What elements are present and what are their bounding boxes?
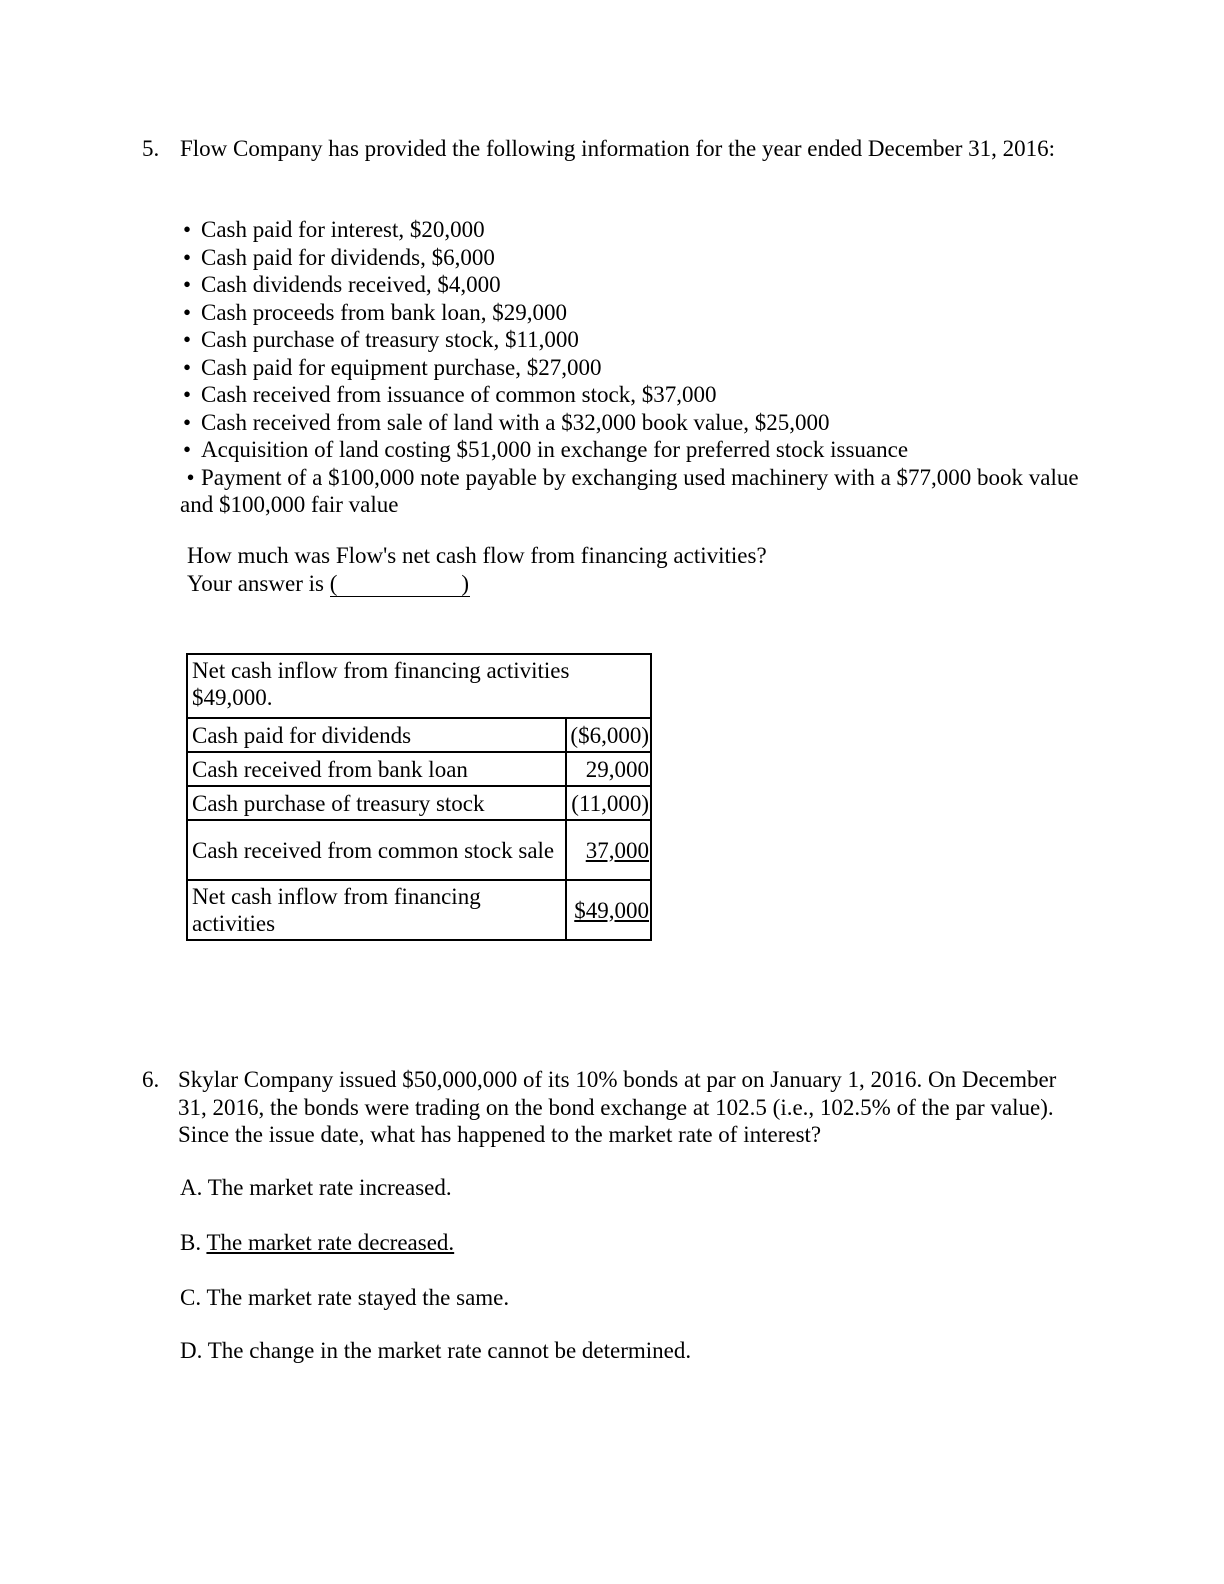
list-item: • Cash paid for dividends, $6,000	[183, 244, 495, 270]
q5-bullet-list	[180, 216, 1080, 519]
q5-stem: Flow Company has provided the following information for the year ended December 31, 2016:	[180, 136, 1056, 161]
row-label: Cash received from common stock sale	[187, 820, 566, 880]
list-item: • Cash paid for interest, $20,000	[183, 217, 485, 242]
list-item: • Cash received from sale of land with a $32,000 book value, $25,000	[183, 409, 830, 435]
q5-answer-row	[187, 570, 987, 598]
list-item: • Cash paid for equipment purchase, $27,000	[183, 354, 602, 380]
table-row-total	[187, 880, 651, 940]
table-header: Net cash inflow from financing activities $49,000.	[187, 654, 651, 718]
q5-question-block	[187, 542, 987, 597]
q6-number: 6.	[142, 1067, 160, 1092]
q5-question: How much was Flow's net cash flow from financing activities?	[187, 543, 767, 568]
q5-number: 5.	[142, 136, 160, 161]
option-a[interactable]: A. The market rate increased.	[180, 1175, 452, 1200]
table-row	[187, 786, 651, 820]
table-row	[187, 718, 651, 752]
option-c[interactable]: C. The market rate stayed the same.	[180, 1285, 510, 1310]
option-d[interactable]: D. The change in the market rate cannot be determined.	[180, 1338, 692, 1363]
option-b[interactable]: B. The market rate decreased.	[180, 1230, 455, 1255]
bullet-icon: •	[183, 272, 192, 297]
list-item: • Acquisition of land costing $51,000 in exchange for preferred stock issuance	[183, 437, 909, 462]
list-item: • Cash dividends received, $4,000	[183, 272, 501, 297]
financing-cash-flow-table	[186, 653, 652, 941]
bullet-icon: •	[183, 382, 192, 407]
row-label: Net cash inflow from financing activities	[187, 880, 566, 940]
answer-blank[interactable]: ( )	[329, 570, 470, 596]
row-amount: 29,000	[566, 752, 651, 786]
row-label: Cash paid for dividends	[187, 718, 566, 752]
bullet-icon: •	[183, 437, 192, 462]
bullet-icon: •	[183, 327, 192, 352]
list-item: • Cash purchase of treasury stock, $11,000	[183, 327, 579, 352]
row-amount: $49,000	[566, 880, 651, 940]
bullet-icon: •	[183, 354, 192, 380]
bullet-icon: •	[186, 464, 195, 490]
row-amount: 37,000	[566, 820, 651, 880]
answer-prefix: Your answer is	[187, 570, 324, 596]
table-row	[187, 752, 651, 786]
list-item: • Payment of a $100,000 note payable by exchanging used machinery with a $77,000 book value and $100,000 fair value	[180, 464, 1079, 517]
row-amount: (11,000)	[566, 786, 651, 820]
q6-stem: Skylar Company issued $50,000,000 of its 10% bonds at par on January 1, 2016. On December 31, 2016, the bonds were trading on the bond exchange at 102.5 (i.e., 102.5% of the par value). Since the issue date, what has happened to the market rate of interest?	[178, 1067, 1057, 1147]
bullet-icon: •	[183, 217, 192, 242]
bullet-icon: •	[183, 409, 192, 435]
table-row	[187, 820, 651, 880]
list-item: • Cash received from issuance of common stock, $37,000	[183, 382, 717, 407]
row-amount: ($6,000)	[566, 718, 651, 752]
row-label: Cash received from bank loan	[187, 752, 566, 786]
bullet-icon: •	[183, 299, 192, 325]
list-item: • Cash proceeds from bank loan, $29,000	[183, 299, 568, 325]
selected-answer: The market rate decreased.	[206, 1230, 455, 1255]
row-label: Cash purchase of treasury stock	[187, 786, 566, 820]
bullet-icon: •	[183, 244, 192, 270]
